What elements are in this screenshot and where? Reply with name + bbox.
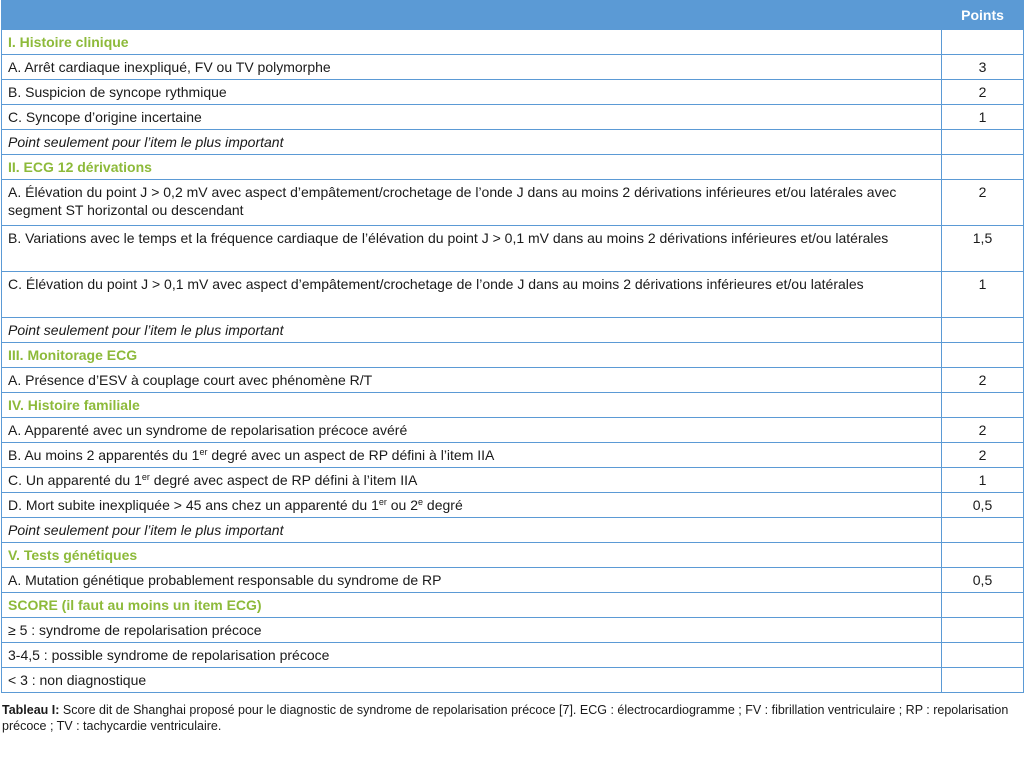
criterion-text: B. Au moins 2 apparentés du 1: [8, 447, 200, 463]
note-cell: Point seulement pour l’item le plus important: [2, 130, 942, 155]
header-points: Points: [942, 1, 1024, 30]
table-row: [2, 418, 1024, 443]
criterion-cell: C. Élévation du point J > 0,1 mV avec aspect d’empâtement/crochetage de l’onde J dans au moins 2 dérivations inférieures et/ou latérales: [2, 272, 942, 318]
ordinal-superscript: e: [418, 497, 424, 507]
points-cell: [942, 30, 1024, 55]
points-cell: [942, 130, 1024, 155]
criterion-text: degré avec un aspect de RP défini à l’item IIA: [207, 447, 495, 463]
points-cell: [942, 155, 1024, 180]
points-cell: 0,5: [942, 493, 1024, 518]
table-row: [2, 368, 1024, 393]
points-cell: [942, 543, 1024, 568]
points-cell: 0,5: [942, 568, 1024, 593]
note-row: [2, 518, 1024, 543]
criterion-cell: [2, 493, 942, 518]
points-cell: 2: [942, 418, 1024, 443]
section-row: [2, 593, 1024, 618]
table-row: [2, 55, 1024, 80]
criterion-cell: B. Suspicion de syncope rythmique: [2, 80, 942, 105]
table-row: [2, 180, 1024, 226]
table-row: [2, 643, 1024, 668]
table-row: [2, 468, 1024, 493]
section-title: III. Monitorage ECG: [2, 343, 942, 368]
ordinal-superscript: er: [378, 497, 387, 507]
criterion-cell: [2, 443, 942, 468]
criterion-text: ou 2: [386, 497, 419, 513]
table-caption: [2, 702, 1022, 734]
ordinal-superscript: er: [141, 472, 150, 482]
points-cell: [942, 518, 1024, 543]
note-row: [2, 318, 1024, 343]
criterion-cell: A. Apparenté avec un syndrome de repolarisation précoce avéré: [2, 418, 942, 443]
table-row: [2, 272, 1024, 318]
criterion-cell: B. Variations avec le temps et la fréquence cardiaque de l’élévation du point J > 0,1 mV dans au moins 2 dérivations inférieures et/ou latérales: [2, 226, 942, 272]
points-cell: [942, 618, 1024, 643]
points-cell: 1,5: [942, 226, 1024, 272]
criterion-text: degré: [423, 497, 463, 513]
note-row: [2, 130, 1024, 155]
section-title: II. ECG 12 dérivations: [2, 155, 942, 180]
table-row: [2, 493, 1024, 518]
criterion-cell: [2, 468, 942, 493]
points-cell: 2: [942, 368, 1024, 393]
section-row: [2, 393, 1024, 418]
table-row: [2, 568, 1024, 593]
points-cell: 2: [942, 180, 1024, 226]
criterion-cell: A. Arrêt cardiaque inexpliqué, FV ou TV polymorphe: [2, 55, 942, 80]
score-cell: < 3 : non diagnostique: [2, 668, 942, 693]
caption-label: Tableau I:: [2, 703, 60, 717]
section-title: SCORE (il faut au moins un item ECG): [2, 593, 942, 618]
criterion-cell: A. Présence d’ESV à couplage court avec phénomène R/T: [2, 368, 942, 393]
section-row: [2, 30, 1024, 55]
table-row: [2, 668, 1024, 693]
points-cell: [942, 668, 1024, 693]
table-row: [2, 80, 1024, 105]
header-blank: [2, 1, 942, 30]
points-cell: [942, 393, 1024, 418]
section-title: IV. Histoire familiale: [2, 393, 942, 418]
score-cell: ≥ 5 : syndrome de repolarisation précoce: [2, 618, 942, 643]
criterion-cell: C. Syncope d’origine incertaine: [2, 105, 942, 130]
points-cell: 2: [942, 80, 1024, 105]
points-cell: 1: [942, 468, 1024, 493]
table-row: [2, 618, 1024, 643]
criterion-cell: A. Élévation du point J > 0,2 mV avec aspect d’empâtement/crochetage de l’onde J dans au moins 2 dérivations inférieures et/ou latérales avec segment ST horizontal ou descendant: [2, 180, 942, 226]
note-cell: Point seulement pour l’item le plus important: [2, 318, 942, 343]
points-cell: 1: [942, 272, 1024, 318]
section-row: [2, 343, 1024, 368]
shanghai-score-table: [1, 0, 1024, 693]
points-cell: 1: [942, 105, 1024, 130]
criterion-text: C. Un apparenté du 1: [8, 472, 142, 488]
table-row: [2, 443, 1024, 468]
points-cell: [942, 593, 1024, 618]
section-row: [2, 543, 1024, 568]
points-cell: [942, 643, 1024, 668]
criterion-cell: A. Mutation génétique probablement responsable du syndrome de RP: [2, 568, 942, 593]
table-header-row: [2, 1, 1024, 30]
section-row: [2, 155, 1024, 180]
note-cell: Point seulement pour l’item le plus important: [2, 518, 942, 543]
section-title: V. Tests génétiques: [2, 543, 942, 568]
caption-text: Score dit de Shanghai proposé pour le diagnostic de syndrome de repolarisation précoce [7]. ECG : électrocardiogramme ; FV : fibrillation ventriculaire ; RP : repolarisation précoce ; TV : tachycardie ventriculaire.: [2, 703, 1009, 733]
ordinal-superscript: er: [199, 447, 208, 457]
table-row: [2, 105, 1024, 130]
points-cell: [942, 318, 1024, 343]
table-row: [2, 226, 1024, 272]
points-cell: [942, 343, 1024, 368]
criterion-text: D. Mort subite inexpliquée > 45 ans chez un apparenté du 1: [8, 497, 379, 513]
points-cell: 2: [942, 443, 1024, 468]
criterion-text: degré avec aspect de RP défini à l’item IIA: [149, 472, 418, 488]
score-cell: 3-4,5 : possible syndrome de repolarisation précoce: [2, 643, 942, 668]
points-cell: 3: [942, 55, 1024, 80]
section-title: I. Histoire clinique: [2, 30, 942, 55]
